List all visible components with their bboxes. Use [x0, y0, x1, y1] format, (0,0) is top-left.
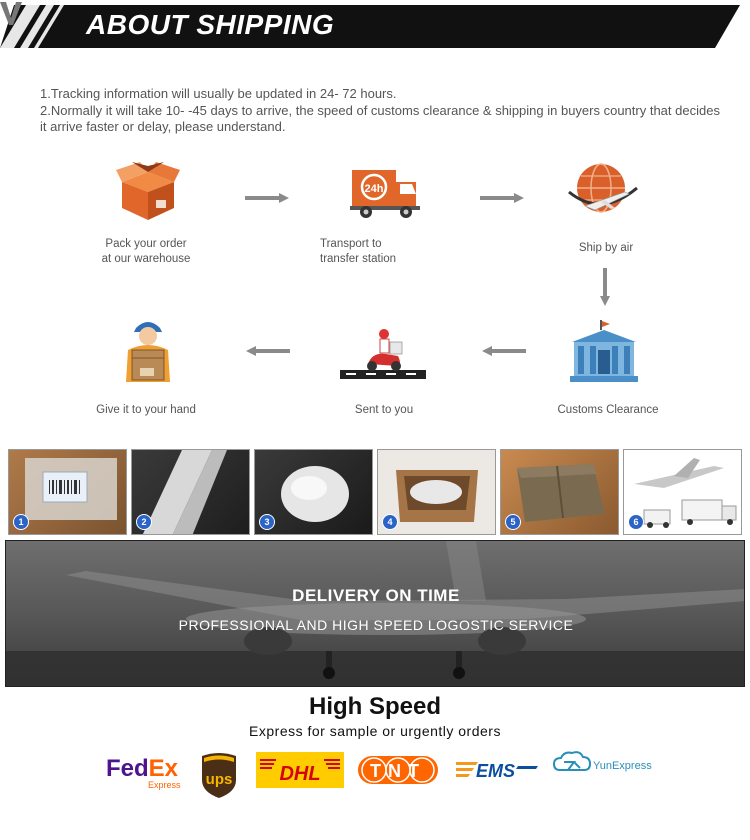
step-badge: 1: [13, 514, 29, 530]
arrow-left-icon: [246, 346, 290, 356]
customs-building-icon: [568, 320, 640, 384]
step-label-sent: Sent to you: [354, 404, 414, 416]
ups-logo: [200, 752, 238, 798]
packing-photo-bubble-roll: [131, 449, 250, 535]
delivery-subtitle: PROFESSIONAL AND HIGH SPEED LOGOSTIC SERVICE: [178, 617, 574, 633]
arrow-down-icon: [600, 268, 610, 306]
packing-photo-open-box: [377, 449, 496, 535]
tnt-logo: [356, 754, 440, 786]
shipping-notes: [40, 86, 720, 136]
fedex-express-label: Express: [148, 780, 181, 790]
arrow-left-icon: [482, 346, 526, 356]
delivery-title: DELIVERY ON TIME: [292, 586, 460, 605]
truck-24h-icon: [350, 166, 422, 220]
packing-photo-bubble-bag: [254, 449, 373, 535]
packing-photos: [8, 449, 744, 535]
fedex-ex: Ex: [148, 755, 179, 782]
fedex-logo: [106, 752, 188, 790]
courier-icon: [120, 316, 176, 386]
packing-photo-label: [8, 449, 127, 535]
tnt-wordmark: TNT: [370, 761, 426, 781]
box-icon: [116, 160, 180, 222]
globe-plane-icon: [565, 162, 641, 220]
svg-text:FedEx: [106, 755, 179, 782]
dhl-logo: [256, 752, 344, 788]
step-label-transport: Transport to transfer station: [320, 238, 397, 265]
svg-text:24h: 24h: [364, 183, 384, 195]
scooter-delivery-icon: [340, 328, 426, 380]
yunexpress-wordmark: YunExpress: [593, 760, 652, 772]
arrow-right-icon: [480, 193, 524, 203]
ems-wordmark: EMS: [476, 761, 516, 781]
step-label-customs: Customs Clearance: [557, 404, 659, 416]
note-tracking: 1.Tracking information will usually be updated in 24- 72 hours.: [40, 86, 397, 101]
ems-logo: [456, 758, 538, 782]
packing-photo-vehicles: [623, 449, 742, 535]
step-badge: 2: [136, 514, 152, 530]
step-label-pack: Pack your order at our warehouse: [101, 238, 191, 265]
page-title: ABOUT SHIPPING: [86, 9, 335, 40]
yunexpress-logo: [552, 748, 652, 784]
step-label-ship-by-air: Ship by air: [578, 242, 634, 254]
high-speed-subtitle: Express for sample or urgently orders: [249, 723, 501, 739]
header-banner: [0, 0, 750, 58]
packing-photo-closed-box: [500, 449, 619, 535]
note-delivery-time: 2.Normally it will take 10- -45 days to arrive, the speed of customs clearance & shipping in buyers country that decides it arrive faster or delay, please understand.: [40, 102, 720, 134]
arrow-right-icon: [245, 193, 289, 203]
high-speed-title: High Speed: [308, 693, 441, 720]
v-logo-icon: [0, 0, 22, 26]
delivery-banner: [5, 540, 745, 687]
dhl-wordmark: DHL: [279, 763, 321, 785]
fedex-fed: Fed: [106, 755, 149, 782]
step-badge: 6: [628, 514, 644, 530]
step-badge: 5: [505, 514, 521, 530]
airplane-runway-icon: [6, 541, 745, 687]
step-badge: 4: [382, 514, 398, 530]
ups-wordmark: ups: [205, 771, 233, 788]
step-label-give: Give it to your hand: [96, 404, 196, 416]
step-badge: 3: [259, 514, 275, 530]
